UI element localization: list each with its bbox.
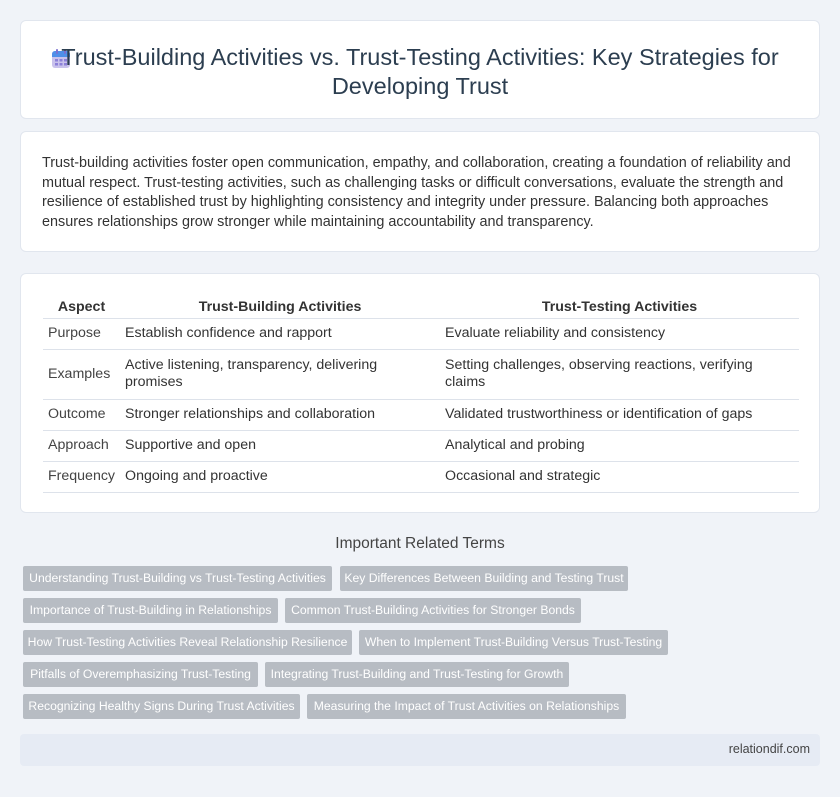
row-testing: Evaluate reliability and consistency bbox=[440, 318, 799, 349]
related-tag[interactable]: Pitfalls of Overemphasizing Trust-Testing bbox=[23, 662, 258, 687]
header-card bbox=[20, 20, 820, 119]
comparison-table bbox=[43, 294, 799, 493]
related-tag[interactable]: Measuring the Impact of Trust Activities on Relationships bbox=[307, 694, 626, 719]
table-row bbox=[43, 399, 799, 430]
comparison-table-card bbox=[20, 273, 820, 513]
table-row bbox=[43, 318, 799, 349]
row-aspect: Approach bbox=[43, 430, 120, 461]
related-tag[interactable]: Recognizing Healthy Signs During Trust Activities bbox=[23, 694, 300, 719]
related-tag[interactable]: How Trust-Testing Activities Reveal Relationship Resilience bbox=[23, 630, 352, 655]
page-title: Trust-Building Activities vs. Trust-Testing Activities: Key Strategies for Developing Trust bbox=[61, 44, 779, 99]
table-row bbox=[43, 349, 799, 399]
row-building: Active listening, transparency, delivering promises bbox=[120, 349, 440, 399]
table-row bbox=[43, 430, 799, 461]
row-building: Ongoing and proactive bbox=[120, 461, 440, 492]
row-aspect: Purpose bbox=[43, 318, 120, 349]
footer-site[interactable]: relationdif.com bbox=[728, 742, 810, 756]
intro-paragraph: Trust-building activities foster open communication, empathy, and collaboration, creating a foundation of reliability and mutual respect. Trust-testing activities, such as challenging tasks or difficult conversations, evaluate the strength and resilience of established trust by highlighting consistency and integrity under pressure. Balancing both approaches ensures relationships grow stronger while maintaining accountability and transparency. bbox=[42, 155, 791, 230]
table-header-row bbox=[43, 294, 799, 318]
row-testing: Analytical and probing bbox=[440, 430, 799, 461]
row-testing: Occasional and strategic bbox=[440, 461, 799, 492]
header-aspect: Aspect bbox=[43, 294, 120, 318]
table-row bbox=[43, 461, 799, 492]
row-testing: Setting challenges, observing reactions, verifying claims bbox=[440, 349, 799, 399]
related-terms-title: Important Related Terms bbox=[335, 535, 505, 552]
related-tag[interactable]: Key Differences Between Building and Testing Trust bbox=[340, 566, 628, 591]
header-trust-testing: Trust-Testing Activities bbox=[440, 294, 799, 318]
row-building: Establish confidence and rapport bbox=[120, 318, 440, 349]
header-trust-building: Trust-Building Activities bbox=[120, 294, 440, 318]
row-building: Stronger relationships and collaboration bbox=[120, 399, 440, 430]
row-testing: Validated trustworthiness or identification of gaps bbox=[440, 399, 799, 430]
intro-card bbox=[20, 131, 820, 252]
related-tag[interactable]: Integrating Trust-Building and Trust-Testing for Growth bbox=[265, 662, 569, 687]
row-aspect: Examples bbox=[43, 349, 120, 399]
related-tag[interactable]: Common Trust-Building Activities for Stronger Bonds bbox=[285, 598, 581, 623]
related-tag[interactable]: Importance of Trust-Building in Relationships bbox=[23, 598, 278, 623]
row-building: Supportive and open bbox=[120, 430, 440, 461]
related-tag[interactable]: Understanding Trust-Building vs Trust-Testing Activities bbox=[23, 566, 332, 591]
footer bbox=[20, 734, 820, 766]
related-tag[interactable]: When to Implement Trust-Building Versus Trust-Testing bbox=[359, 630, 668, 655]
row-aspect: Frequency bbox=[43, 461, 120, 492]
row-aspect: Outcome bbox=[43, 399, 120, 430]
